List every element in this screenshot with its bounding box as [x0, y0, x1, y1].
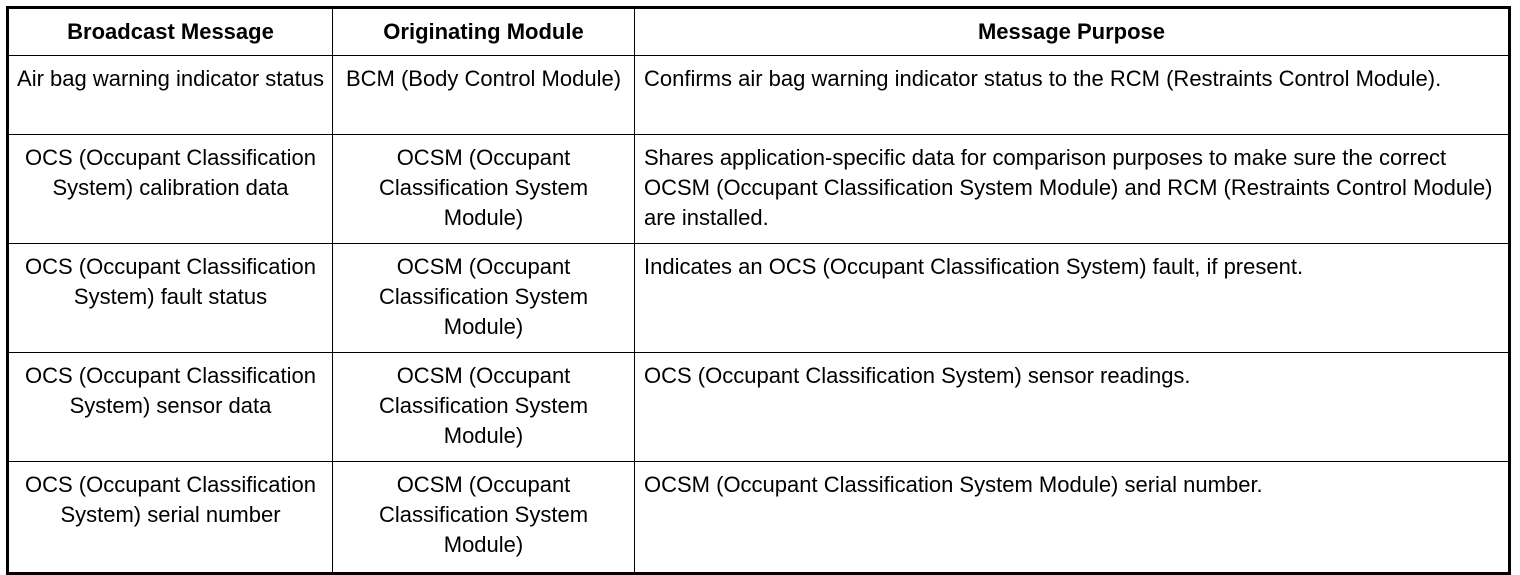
originating-module-cell [333, 353, 635, 462]
message-purpose-cell [635, 56, 1510, 135]
table-row [8, 462, 1510, 574]
broadcast-message-cell [8, 56, 333, 135]
message-purpose-cell [635, 244, 1510, 353]
header-row [8, 8, 1510, 56]
originating-module-cell [333, 462, 635, 574]
originating-module-text: OCSM (Occupant Classification System Module) [378, 254, 589, 339]
table-body [8, 56, 1510, 574]
broadcast-message-text: Air bag warning indicator status [17, 66, 324, 91]
header-broadcast-message: Broadcast Message [8, 8, 333, 56]
message-purpose-text: Indicates an OCS (Occupant Classification System) fault, if present. [644, 254, 1304, 279]
originating-module-text: OCSM (Occupant Classification System Module) [378, 472, 589, 557]
originating-module-cell [333, 56, 635, 135]
broadcast-message-text: OCS (Occupant Classification System) fault status [25, 254, 316, 309]
broadcast-message-table [6, 6, 1511, 575]
originating-module-cell [333, 244, 635, 353]
table-row [8, 135, 1510, 244]
message-purpose-text: Confirms air bag warning indicator status to the RCM (Restraints Control Module). [644, 66, 1442, 91]
header-message-purpose: Message Purpose [635, 8, 1510, 56]
broadcast-message-cell [8, 353, 333, 462]
table-header [8, 8, 1510, 56]
message-purpose-cell [635, 135, 1510, 244]
broadcast-message-cell [8, 135, 333, 244]
message-purpose-cell [635, 462, 1510, 574]
broadcast-message-text: OCS (Occupant Classification System) serial number [25, 472, 316, 527]
message-purpose-text: OCS (Occupant Classification System) sensor readings. [644, 363, 1191, 388]
broadcast-message-text: OCS (Occupant Classification System) calibration data [25, 145, 316, 200]
table-row [8, 353, 1510, 462]
originating-module-text: OCSM (Occupant Classification System Module) [378, 363, 589, 448]
message-purpose-text: OCSM (Occupant Classification System Module) serial number. [644, 472, 1263, 497]
table-row [8, 56, 1510, 135]
header-originating-module: Originating Module [333, 8, 635, 56]
originating-module-text: BCM (Body Control Module) [345, 66, 622, 91]
broadcast-message-cell [8, 462, 333, 574]
originating-module-text: OCSM (Occupant Classification System Module) [378, 145, 589, 230]
broadcast-message-text: OCS (Occupant Classification System) sensor data [25, 363, 316, 418]
table-row [8, 244, 1510, 353]
message-purpose-text: Shares application-specific data for comparison purposes to make sure the correct OCSM (Occupant Classification System Module) and RCM (Restraints Control Module) are installed. [644, 145, 1493, 230]
broadcast-message-cell [8, 244, 333, 353]
originating-module-cell [333, 135, 635, 244]
message-purpose-cell [635, 353, 1510, 462]
